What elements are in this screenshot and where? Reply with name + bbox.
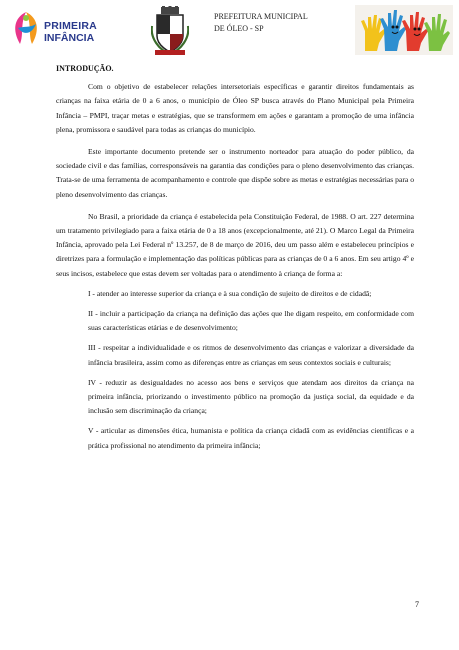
pref-line1: PREFEITURA MUNICIPAL: [214, 12, 308, 21]
page-header: [0, 0, 459, 62]
pref-line2: DE ÓLEO - SP: [214, 24, 264, 33]
list-item-inciso-2: II - incluir a participação da criança na definição das ações que lhe digam respeito, em conformidade com suas características etárias e de desenvolvimento;: [88, 309, 414, 333]
primeira-infancia-logo: [8, 8, 118, 52]
section-heading: INTRODUÇÃO.: [56, 64, 114, 73]
logo-text-line1: PRIMEIRA: [44, 20, 97, 32]
list-item-inciso-4: IV - reduzir as desigualdades no acesso aos bens e serviços que atendam aos direitos da criança na primeira infância, priorizando o investimento público na promoção da justiça social, da equidade e da inclusão sem discriminação da criança;: [88, 377, 414, 416]
ribbon-icon: [10, 10, 42, 46]
page-number: 7: [415, 600, 419, 609]
prefeitura-title: [214, 11, 308, 35]
paragraph-legal-framework: No Brasil, a prioridade da criança é estabelecida pela Constituição Federal, de 1988. O art. 227 determina um tratamento privilegiado para a faixa etária de 0 a 18 anos (excepcionalmente, até 21). O Marco Legal da Primeira Infância, aprovado pela Lei Federal nº 13.257, de 8 de março de 2016, deu um passo além e estabeleceu princípios e diretrizes para a formulação e implementação das políticas públicas para as crianças de 0 a 6 anos. Em seu artigo 4º e seus incisos, estabelece que estas devem ser voltadas para o atendimento à criança de forma a:: [56, 211, 414, 278]
municipal-crest-icon: [151, 6, 189, 56]
list-item-inciso-1: I - atender ao interesse superior da criança e à sua condição de sujeito de direitos e de cidadã;: [88, 288, 372, 298]
paragraph-document-purpose: Este importante documento pretende ser o instrumento norteador para atuação do poder público, da sociedade civil e das famílias, corresponsáveis na garantia das condições para o pleno desenvolvimento das crianças. Trata-se de uma ferramenta de acompanhamento e controle que dispõe sobre as metas e estratégias necessárias para o pleno desenvolvimento das crianças.: [56, 147, 414, 199]
logo-text-line2: INFÂNCIA: [44, 32, 95, 44]
painted-hands-icon: [355, 5, 453, 55]
paragraph-objective: Com o objetivo de estabelecer relações intersetoriais específicas e garantir direitos fundamentais as crianças na faixa etária de 0 a 6 anos, o município de Óleo SP busca através do Plano Municipal pela Primeira Infância – PMPI, traçar metas e estratégias, que se transformem em ações e garantam a promoção de uma infância plena, promissora e saudável para todas as crianças do município.: [56, 82, 414, 134]
list-item-inciso-3: III - respeitar a individualidade e os ritmos de desenvolvimento das crianças e valorizar a diversidade da infância brasileira, assim como as diferenças entre as crianças em seus contextos sociais e culturais;: [88, 343, 414, 367]
document-body: [56, 62, 414, 459]
list-item-inciso-5: V - articular as dimensões ética, humanista e política da criança cidadã com as evidências científicas e a prática profissional no atendimento da primeira infância;: [88, 426, 414, 450]
